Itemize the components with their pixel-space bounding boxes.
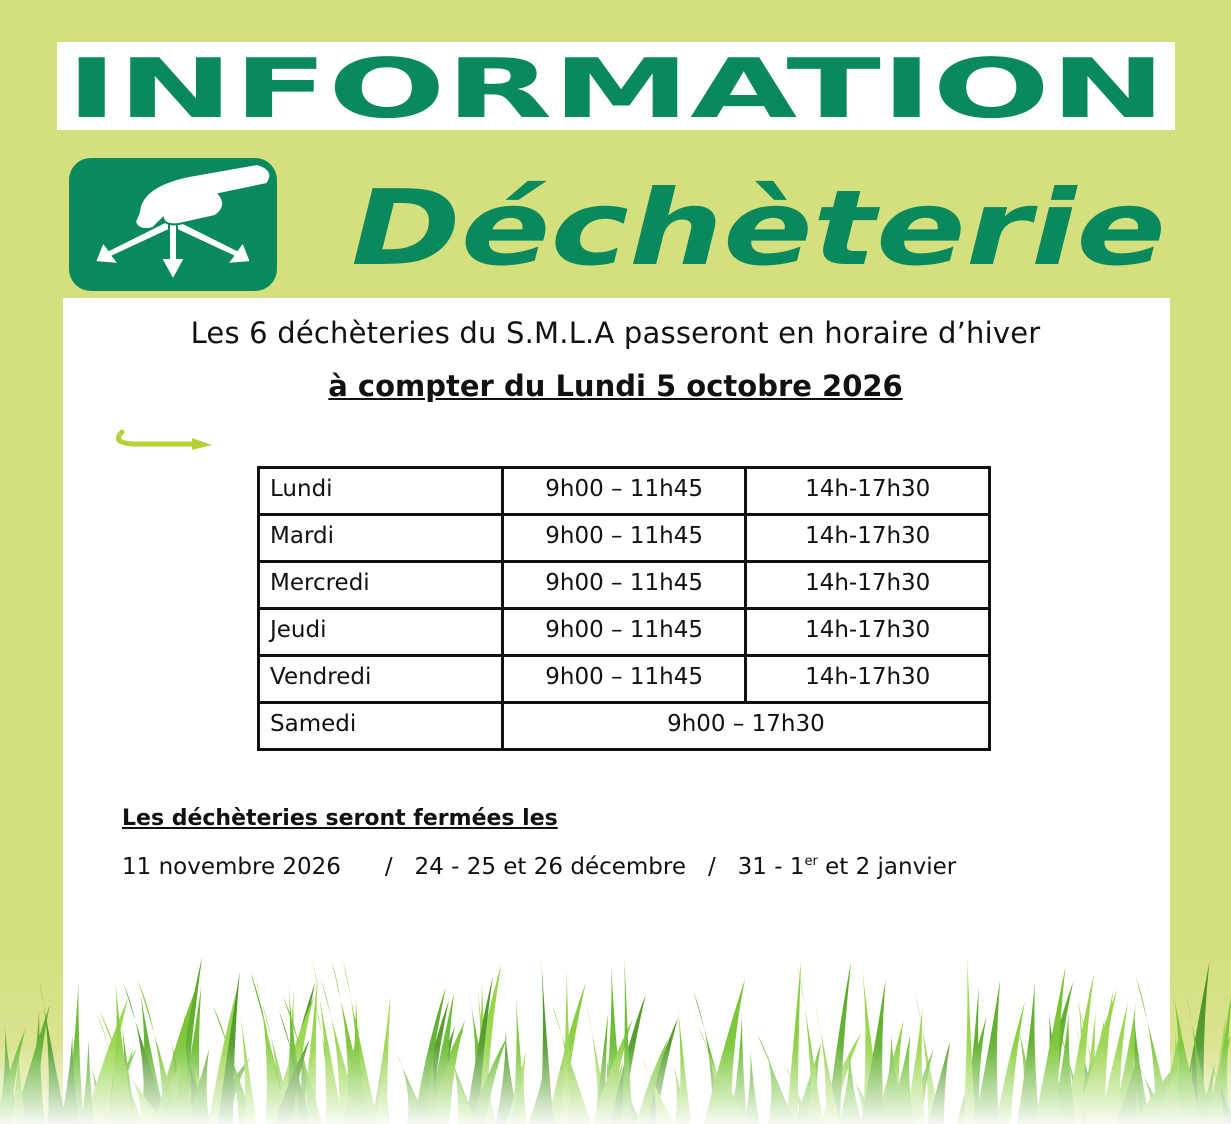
effective-date: à compter du Lundi 5 octobre 2026 — [328, 369, 903, 403]
afternoon-cell: 14h-17h30 — [746, 515, 990, 562]
closure-date-2: 24 - 25 et 26 décembre — [414, 854, 686, 880]
svg-text:Déchèterie: Déchèterie — [351, 172, 1166, 282]
grass-decoration — [0, 950, 1231, 1124]
table-row — [259, 609, 990, 656]
morning-cell: 9h00 – 11h45 — [502, 609, 746, 656]
table-row — [259, 468, 990, 515]
morning-cell: 9h00 – 11h45 — [502, 515, 746, 562]
morning-cell: 9h00 – 11h45 — [502, 468, 746, 515]
closure-dates — [122, 854, 956, 880]
day-cell: Vendredi — [259, 656, 503, 703]
afternoon-cell: 14h-17h30 — [746, 468, 990, 515]
afternoon-cell: 14h-17h30 — [746, 609, 990, 656]
table-row — [259, 703, 990, 750]
banner-title — [57, 42, 1175, 130]
afternoon-cell: 14h-17h30 — [746, 656, 990, 703]
table-row — [259, 562, 990, 609]
intro-line: Les 6 déchèteries du S.M.L.A passeront en horaire d’hiver — [190, 316, 1041, 350]
table-row — [259, 656, 990, 703]
opening-hours-table — [257, 466, 991, 751]
separator: / — [384, 854, 393, 880]
closures-title: Les déchèteries seront fermées les — [122, 806, 558, 831]
afternoon-cell: 14h-17h30 — [746, 562, 990, 609]
svg-text:INFORMATION: INFORMATION — [66, 42, 1166, 130]
recycling-hand-arrows-icon — [69, 158, 277, 291]
curved-arrow-decoration — [108, 424, 218, 452]
separator: / — [707, 854, 716, 880]
all-day-cell: 9h00 – 17h30 — [502, 703, 989, 750]
day-cell: Mardi — [259, 515, 503, 562]
information-banner — [57, 42, 1175, 130]
day-cell: Lundi — [259, 468, 503, 515]
table-row — [259, 515, 990, 562]
morning-cell: 9h00 – 11h45 — [502, 656, 746, 703]
closure-date-3: 31 - 1er et 2 janvier — [737, 854, 957, 880]
day-cell: Mercredi — [259, 562, 503, 609]
day-cell: Samedi — [259, 703, 503, 750]
brand-name — [345, 172, 1175, 282]
morning-cell: 9h00 – 11h45 — [502, 562, 746, 609]
closure-date-1: 11 novembre 2026 — [122, 854, 341, 880]
day-cell: Jeudi — [259, 609, 503, 656]
